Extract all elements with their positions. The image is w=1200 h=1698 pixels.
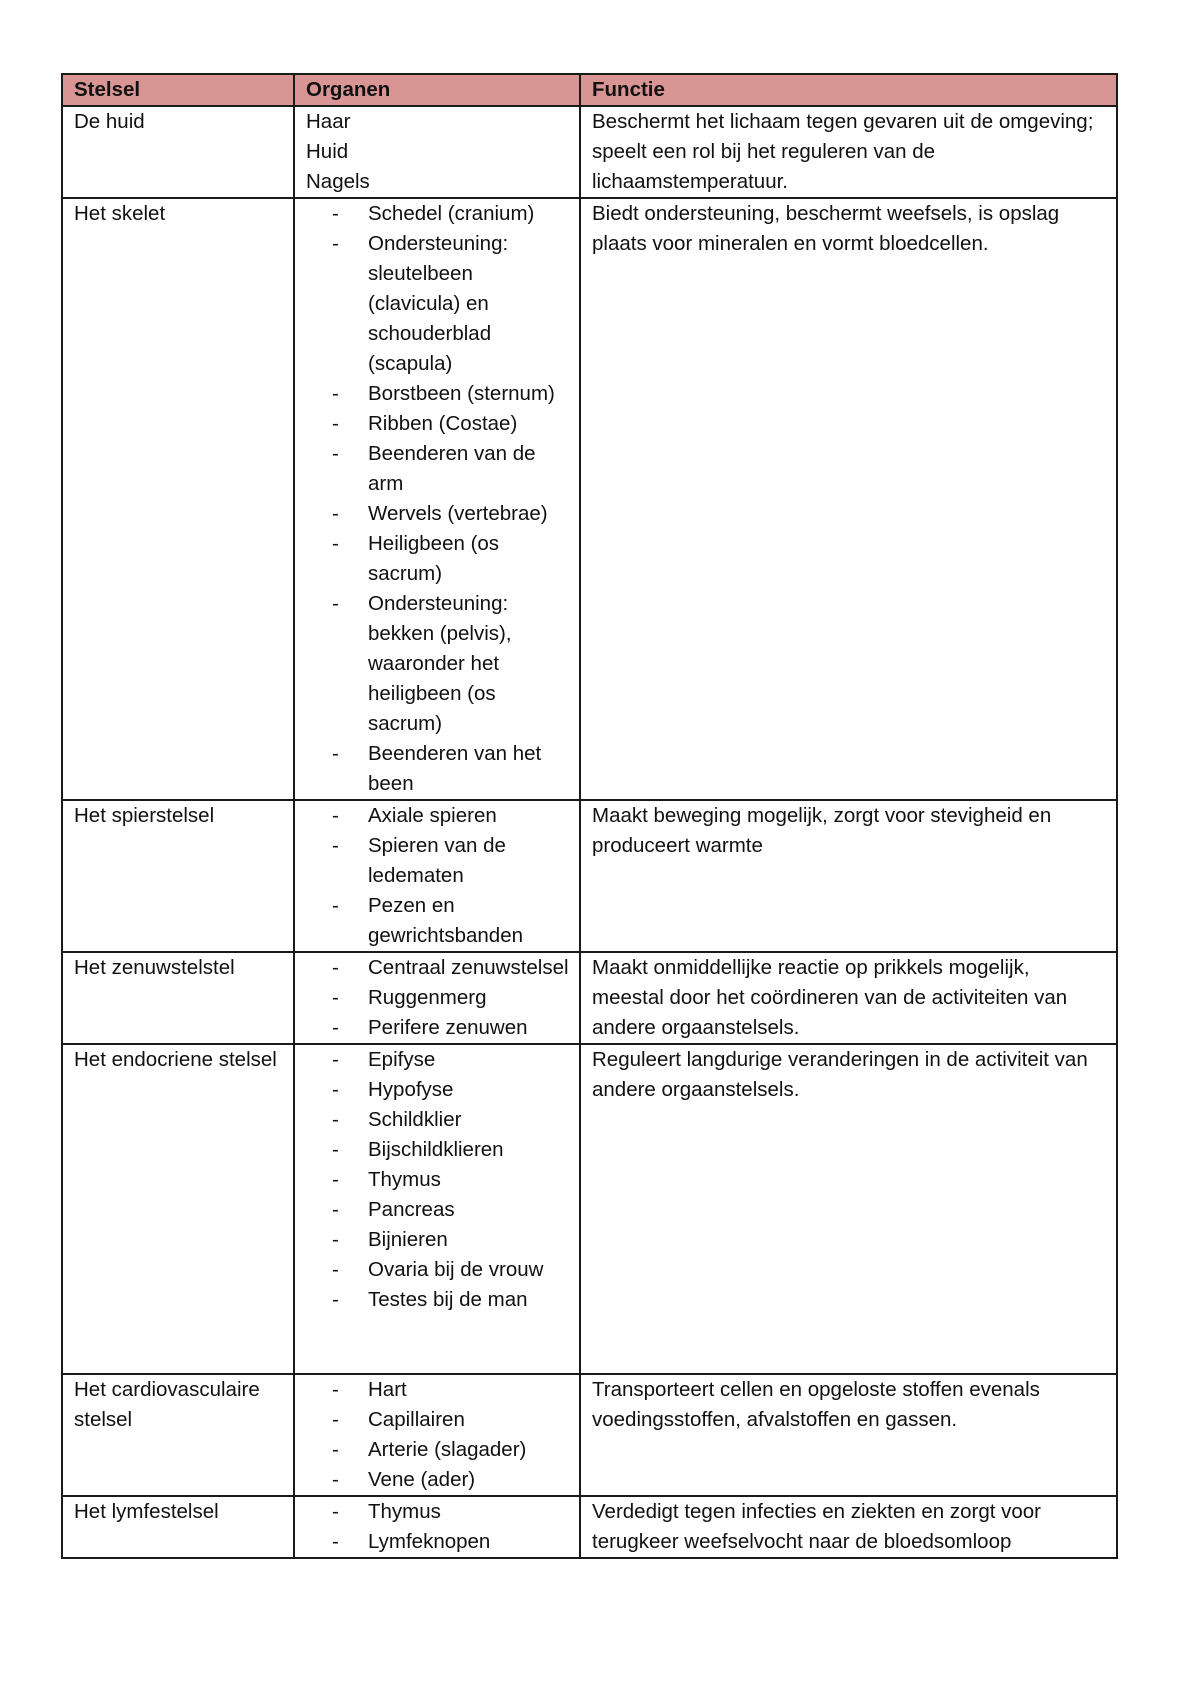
- list-item: - Hart: [368, 1375, 569, 1405]
- list-item: - Thymus: [368, 1497, 569, 1527]
- system-cell: Het endocriene stelsel: [62, 1044, 294, 1374]
- table-row: [62, 952, 1117, 1044]
- organ-list: [306, 953, 569, 1043]
- table-row: [62, 1496, 1117, 1558]
- list-item: - Testes bij de man: [368, 1285, 569, 1315]
- organ-list: [306, 801, 569, 951]
- list-item: - Bijschildklieren: [368, 1135, 569, 1165]
- list-item: - Ondersteuning: bekken (pelvis), waaronder het heiligbeen (os sacrum): [368, 589, 569, 739]
- function-cell: Maakt onmiddellijke reactie op prikkels mogelijk, meestal door het coördineren van de activiteiten van andere orgaanstelsels.: [580, 952, 1117, 1044]
- list-item: - Thymus: [368, 1165, 569, 1195]
- system-cell: Het lymfestelsel: [62, 1496, 294, 1558]
- list-item: - Capillairen: [368, 1405, 569, 1435]
- header-function: Functie: [580, 74, 1117, 106]
- function-cell: Maakt beweging mogelijk, zorgt voor stevigheid en produceert warmte: [580, 800, 1117, 952]
- list-item: - Hypofyse: [368, 1075, 569, 1105]
- list-item: - Pancreas: [368, 1195, 569, 1225]
- list-item: - Spieren van de ledematen: [368, 831, 569, 891]
- list-item: - Epifyse: [368, 1045, 569, 1075]
- list-item: - Centraal zenuwstelsel: [368, 953, 569, 983]
- table-row: [62, 106, 1117, 198]
- organs-cell: [294, 1496, 580, 1558]
- header-organs: Organen: [294, 74, 580, 106]
- organ-list: [306, 107, 569, 197]
- organ-list: [306, 1375, 569, 1495]
- list-item: - Bijnieren: [368, 1225, 569, 1255]
- organs-cell: [294, 106, 580, 198]
- function-cell: Biedt ondersteuning, beschermt weefsels, is opslag plaats voor mineralen en vormt bloedcellen.: [580, 198, 1117, 800]
- list-item: - Borstbeen (sternum): [368, 379, 569, 409]
- table-row: [62, 800, 1117, 952]
- list-item: - Heiligbeen (os sacrum): [368, 529, 569, 589]
- organ-systems-table: [61, 73, 1118, 1559]
- organs-cell: [294, 1374, 580, 1496]
- organs-cell: [294, 1044, 580, 1374]
- organ-list: [306, 199, 569, 799]
- organs-cell: [294, 952, 580, 1044]
- organ-list: [306, 1045, 569, 1315]
- list-item: - Ovaria bij de vrouw: [368, 1255, 569, 1285]
- function-cell: Transporteert cellen en opgeloste stoffen evenals voedingsstoffen, afvalstoffen en gassen.: [580, 1374, 1117, 1496]
- list-item: - Vene (ader): [368, 1465, 569, 1495]
- function-cell: Verdedigt tegen infecties en ziekten en zorgt voor terugkeer weefselvocht naar de bloedsomloop: [580, 1496, 1117, 1558]
- list-item: - Schildklier: [368, 1105, 569, 1135]
- system-cell: De huid: [62, 106, 294, 198]
- system-cell: Het zenuwstelstel: [62, 952, 294, 1044]
- list-item: Haar: [306, 110, 351, 133]
- list-item: - Axiale spieren: [368, 801, 569, 831]
- list-item: - Ruggenmerg: [368, 983, 569, 1013]
- list-item: - Beenderen van de arm: [368, 439, 569, 499]
- list-item: - Schedel (cranium): [368, 199, 569, 229]
- list-item: Huid: [306, 140, 349, 163]
- list-item: - Ribben (Costae): [368, 409, 569, 439]
- table-row: [62, 1374, 1117, 1496]
- list-item: - Ondersteuning: sleutelbeen (clavicula) en schouderblad (scapula): [368, 229, 569, 379]
- header-system: Stelsel: [62, 74, 294, 106]
- function-cell: Reguleert langdurige veranderingen in de activiteit van andere orgaanstelsels.: [580, 1044, 1117, 1374]
- table-row: [62, 198, 1117, 800]
- system-cell: Het spierstelsel: [62, 800, 294, 952]
- list-item: - Pezen en gewrichtsbanden: [368, 891, 569, 951]
- system-cell: Het cardiovasculaire stelsel: [62, 1374, 294, 1496]
- list-item: - Arterie (slagader): [368, 1435, 569, 1465]
- list-item: - Wervels (vertebrae): [368, 499, 569, 529]
- organs-cell: [294, 198, 580, 800]
- system-cell: Het skelet: [62, 198, 294, 800]
- organs-cell: [294, 800, 580, 952]
- organ-list: [306, 1497, 569, 1557]
- function-cell: Beschermt het lichaam tegen gevaren uit de omgeving; speelt een rol bij het reguleren van de lichaamstemperatuur.: [580, 106, 1117, 198]
- table-header-row: [62, 74, 1117, 106]
- list-item: - Perifere zenuwen: [368, 1013, 569, 1043]
- table-row: [62, 1044, 1117, 1374]
- list-item: - Lymfeknopen: [368, 1527, 569, 1557]
- list-item: Nagels: [306, 170, 370, 193]
- list-item: - Beenderen van het been: [368, 739, 569, 799]
